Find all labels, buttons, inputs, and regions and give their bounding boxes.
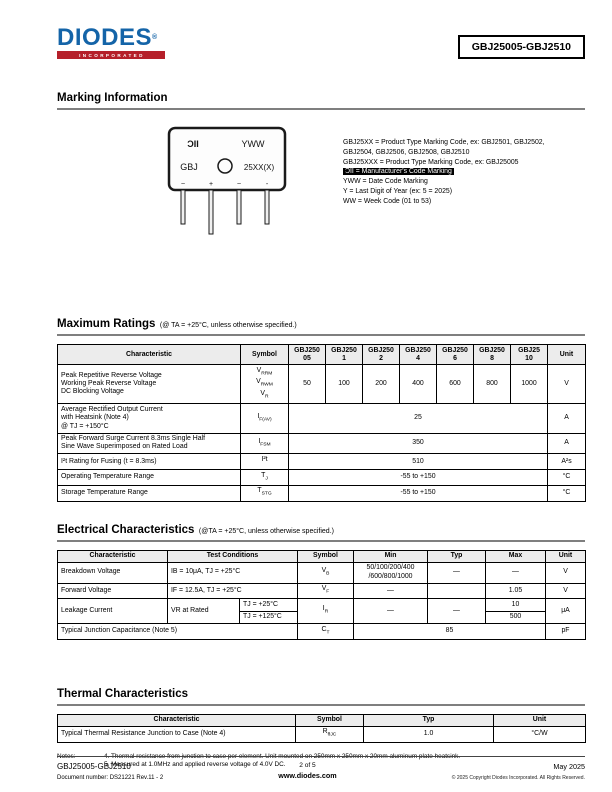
footer-copyright: © 2025 Copyright Diodes Incorporated. All Rights Reserved. <box>451 775 585 781</box>
min-cell: — <box>354 599 428 624</box>
symbol-cell: $T_J$ <box>241 470 289 486</box>
symbol-cell: $R_{\theta JC}$ <box>296 726 364 742</box>
typ-cell: 1.0 <box>364 726 494 742</box>
maximum-ratings-table <box>57 344 586 502</box>
symbol-cell: $V_F$ <box>298 583 354 599</box>
diodes-logo <box>57 26 165 59</box>
legend-line: GBJ25XXX = Product Type Marking Code, ex: GBJ25005 <box>343 158 519 166</box>
characteristic-cell: Typical Thermal Resistance Junction to Case (Note 4) <box>58 726 296 742</box>
symbol-cell: $I_{F(AV)}$ <box>241 404 289 433</box>
characteristic-cell: Average Rectified Output Current with Heatsink (Note 4) @ TJ = +150°C <box>58 404 241 433</box>
legend-line: WW = Week Code (01 to 53) <box>343 197 432 205</box>
footer-right <box>452 762 585 781</box>
mr-row-operating-temp <box>58 470 586 486</box>
package-date-code: YWW <box>241 139 265 149</box>
page-footer <box>57 756 585 781</box>
unit-cell: A <box>548 404 586 433</box>
footer-left <box>57 762 163 781</box>
value-cell: 600 <box>437 365 474 404</box>
condition-cell: IF = 12.5A, TJ = +25°C <box>168 583 298 599</box>
footer-center <box>278 762 336 780</box>
pin-symbol-ac2: ~ <box>236 181 242 188</box>
thermal-characteristics-table <box>57 714 586 743</box>
symbol-cell: I²t <box>241 454 289 470</box>
symbol-cell: $T_{STG}$ <box>241 485 289 501</box>
footer-website-link[interactable]: www.diodes.com <box>278 771 337 780</box>
manufacturer-logo-glyph: ƆII <box>345 168 354 176</box>
package-pin <box>181 190 185 224</box>
unit-cell: μA <box>546 599 586 624</box>
unit-cell: °C/W <box>494 726 586 742</box>
mr-h-part: GBJ250 6 <box>437 345 474 365</box>
footer-part-range: GBJ25005-GBJ2510 <box>57 762 131 771</box>
typ-cell <box>428 583 486 599</box>
footer-page-info: 2 of 5 <box>299 762 316 769</box>
footer-date: May 2025 <box>553 762 585 771</box>
typ-cell: — <box>428 599 486 624</box>
ec-h-characteristic: Characteristic <box>58 550 168 562</box>
unit-cell: A²s <box>548 454 586 470</box>
ec-h-min: Min <box>354 550 428 562</box>
mr-h-characteristic: Characteristic <box>58 345 241 365</box>
condition-cell: IB = 10μA, TJ = +25°C <box>168 562 298 583</box>
value-cell: 400 <box>400 365 437 404</box>
marking-title: Marking Information <box>57 92 168 104</box>
mr-row-i2t <box>58 454 586 470</box>
electrical-characteristics-table <box>57 550 586 640</box>
package-series-text: GBJ <box>180 162 198 172</box>
min-cell: 50/100/200/400 /600/800/1000 <box>354 562 428 583</box>
ec-h-conditions: Test Conditions <box>168 550 298 562</box>
min-cell: — <box>354 583 428 599</box>
value-cell: 800 <box>474 365 511 404</box>
package-pin <box>265 190 269 224</box>
th-h-symbol: Symbol <box>296 714 364 726</box>
sub-condition-cell: TJ = +125°C <box>240 611 298 623</box>
pin-symbol-plus: + <box>208 181 214 188</box>
th-row-thermal-resistance <box>58 726 586 742</box>
package-part-text: 25XX(X) <box>243 163 275 172</box>
ec-row-junction-capacitance <box>58 624 586 640</box>
value-cell: 200 <box>363 365 400 404</box>
package-mfr-glyph: ƆII <box>187 139 199 149</box>
value-cell: 350 <box>289 433 548 454</box>
footer-doc-number: Document number: DS21221 Rev.11 - 2 <box>57 775 164 781</box>
mr-h-part: GBJ250 1 <box>326 345 363 365</box>
max-cell: 1.05 <box>486 583 546 599</box>
value-cell: 100 <box>326 365 363 404</box>
mr-h-part: GBJ250 05 <box>289 345 326 365</box>
ec-h-typ: Typ <box>428 550 486 562</box>
unit-cell: °C <box>548 470 586 486</box>
electrical-title: Electrical Characteristics <box>57 523 195 536</box>
characteristic-cell: Leakage Current <box>58 599 168 624</box>
marking-legend <box>343 138 545 207</box>
legend-line: GBJ25XX = Product Type Marking Code, ex: GBJ2501, GBJ2502, <box>343 139 545 146</box>
mr-header-row <box>58 345 586 365</box>
characteristic-cell: Peak Repetitive Reverse Voltage Working Peak Reverse Voltage DC Blocking Voltage <box>58 365 241 404</box>
registered-mark-icon: ® <box>152 34 158 41</box>
legend-line-manufacturer <box>343 167 545 177</box>
pin-symbol-minus: - <box>265 181 269 188</box>
mr-h-part: GBJ250 2 <box>363 345 400 365</box>
value-cell: 25 <box>289 404 548 433</box>
characteristic-cell: Typical Junction Capacitance (Note 5) <box>58 624 298 640</box>
section-heading-electrical-characteristics <box>57 520 585 542</box>
characteristic-cell: Storage Temperature Range <box>58 485 241 501</box>
mr-row-average-current <box>58 404 586 433</box>
notes-label: Notes: <box>57 752 76 760</box>
note-5: 5. Measured at 1.0MHz and applied reverse voltage of 4.0V DC. <box>104 761 286 769</box>
unit-cell: V <box>546 583 586 599</box>
unit-cell: V <box>548 365 586 404</box>
ec-h-symbol: Symbol <box>298 550 354 562</box>
mr-h-unit: Unit <box>548 345 586 365</box>
value-cell: 50 <box>289 365 326 404</box>
characteristic-cell: Forward Voltage <box>58 583 168 599</box>
characteristic-cell: Peak Forward Surge Current 8.3ms Single Half Sine Wave Superimposed on Rated Load <box>58 433 241 454</box>
value-cell: -55 to +150 <box>289 485 548 501</box>
ec-h-unit: Unit <box>546 550 586 562</box>
ec-row-leakage-current-25c <box>58 599 586 611</box>
part-number-box: GBJ25005-GBJ2510 <box>458 35 585 59</box>
logo-wordmark: DIODES® <box>57 24 158 51</box>
typ-cell: — <box>428 562 486 583</box>
pin-symbol-ac1: ~ <box>180 181 186 188</box>
sub-condition-cell: TJ = +25°C <box>240 599 298 611</box>
characteristic-cell: Operating Temperature Range <box>58 470 241 486</box>
section-heading-marking-information <box>57 88 585 110</box>
marking-figure <box>159 124 585 314</box>
max-cell: 10 <box>486 599 546 611</box>
mr-row-reverse-voltage <box>58 365 586 404</box>
symbol-cell: $V_B$ <box>298 562 354 583</box>
unit-cell: °C <box>548 485 586 501</box>
symbol-cell: $C_T$ <box>298 624 354 640</box>
ec-row-forward-voltage <box>58 583 586 599</box>
max-cell: 500 <box>486 611 546 623</box>
maximum-ratings-title: Maximum Ratings <box>57 318 156 330</box>
characteristic-cell: I²t Rating for Fusing (t = 8.3ms) <box>58 454 241 470</box>
symbol-cell: $I_{FSM}$ <box>241 433 289 454</box>
logo-incorporated-bar: INCORPORATED <box>57 51 165 59</box>
unit-cell: A <box>548 433 586 454</box>
legend-line: GBJ2504, GBJ2506, GBJ2508, GBJ2510 <box>343 148 470 156</box>
max-cell: — <box>486 562 546 583</box>
th-h-unit: Unit <box>494 714 586 726</box>
mr-row-surge-current <box>58 433 586 454</box>
package-pin <box>237 190 241 224</box>
thermal-title: Thermal Characteristics <box>57 687 189 700</box>
characteristic-cell: Breakdown Voltage <box>58 562 168 583</box>
condition-cell: VR at Rated <box>168 599 240 624</box>
symbol-cell: $I_R$ <box>298 599 354 624</box>
mr-h-part: GBJ250 4 <box>400 345 437 365</box>
legend-line: YWW = Date Code Marking <box>343 178 428 186</box>
mr-h-part: GBJ25 10 <box>511 345 548 365</box>
mr-h-symbol: Symbol <box>241 345 289 365</box>
legend-manufacturer-text: = Manufacturer's Code Marking <box>355 168 452 176</box>
mr-row-storage-temp <box>58 485 586 501</box>
package-drawing <box>159 124 297 238</box>
ec-row-breakdown-voltage <box>58 562 586 583</box>
value-cell: 510 <box>289 454 548 470</box>
mr-h-part: GBJ250 8 <box>474 345 511 365</box>
section-heading-thermal-characteristics <box>57 684 585 706</box>
legend-line: Y = Last Digit of Year (ex: 5 = 2025) <box>343 187 453 195</box>
th-header-row <box>58 714 586 726</box>
page-header <box>57 26 585 74</box>
electrical-subtitle: (@TA = +25°C, unless otherwise specified.) <box>198 527 334 535</box>
maximum-ratings-subtitle: (@ TA = +25°C, unless otherwise specified.) <box>159 322 297 329</box>
package-pin <box>209 190 213 234</box>
value-cell: -55 to +150 <box>289 470 548 486</box>
th-h-characteristic: Characteristic <box>58 714 296 726</box>
unit-cell: V <box>546 562 586 583</box>
value-cell: 85 <box>354 624 546 640</box>
unit-cell: pF <box>546 624 586 640</box>
ec-header-row <box>58 550 586 562</box>
symbol-cell: $V_{RRM}$ $V_{RWM}$ $V_R$ <box>241 365 289 404</box>
value-cell: 1000 <box>511 365 548 404</box>
note-4: 4. Thermal resistance from junction to case per element. Unit mounted on 250mm x 250mm x 20mm aluminum plate heatsink. <box>104 752 461 760</box>
ec-h-max: Max <box>486 550 546 562</box>
th-h-typ: Typ <box>364 714 494 726</box>
section-heading-maximum-ratings <box>57 314 585 336</box>
